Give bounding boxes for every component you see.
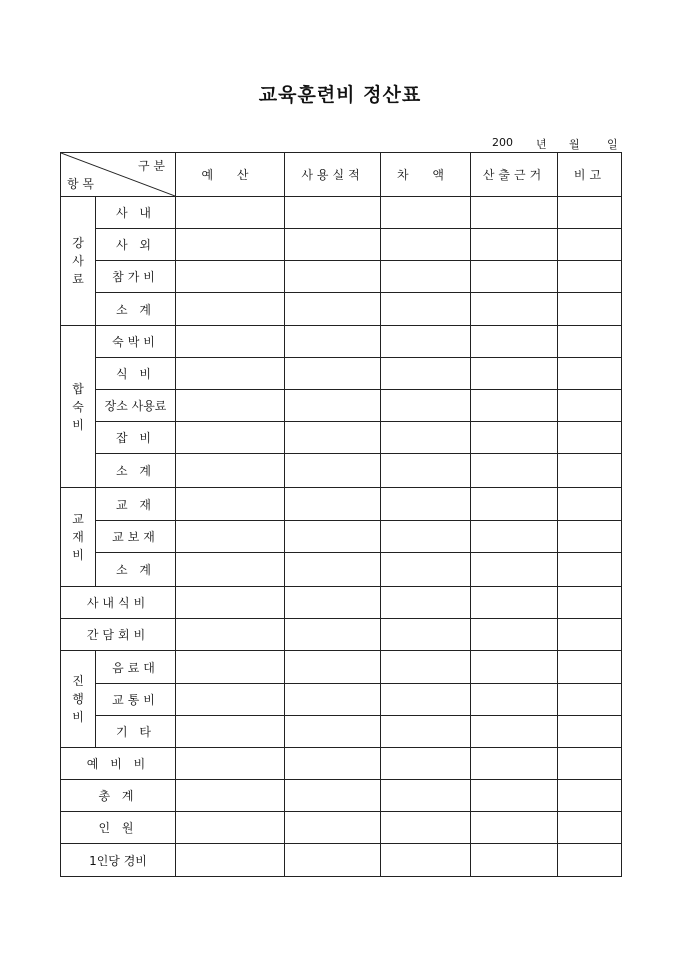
cell xyxy=(558,261,622,293)
cell xyxy=(176,748,285,780)
cell xyxy=(285,812,381,844)
table-row xyxy=(61,684,622,716)
cell xyxy=(381,293,471,326)
table-row xyxy=(61,619,622,651)
cell xyxy=(285,716,381,748)
header-basis: 산출근거 xyxy=(471,153,558,197)
group-progress-fee: 진 행 비 xyxy=(61,651,96,748)
cell xyxy=(176,716,285,748)
table-row xyxy=(61,780,622,812)
cell xyxy=(176,422,285,454)
table-row xyxy=(61,390,622,422)
cell xyxy=(381,326,471,358)
table-row xyxy=(61,293,622,326)
item-reserve: 예 비 비 xyxy=(61,748,176,780)
group-lodging-fee: 합 숙 비 xyxy=(61,326,96,488)
cell xyxy=(381,553,471,587)
cell xyxy=(471,488,558,521)
cell xyxy=(285,422,381,454)
cell xyxy=(558,844,622,877)
cell xyxy=(176,390,285,422)
cell xyxy=(381,780,471,812)
cell xyxy=(558,229,622,261)
item-label: 교통비 xyxy=(96,684,176,716)
table-row xyxy=(61,326,622,358)
cell xyxy=(558,521,622,553)
cell xyxy=(471,684,558,716)
cell xyxy=(285,358,381,390)
cell xyxy=(381,488,471,521)
header-category: 구 분 xyxy=(138,159,165,173)
cell xyxy=(558,619,622,651)
cell xyxy=(471,812,558,844)
cell xyxy=(176,587,285,619)
cell xyxy=(176,521,285,553)
cell xyxy=(285,844,381,877)
cell xyxy=(471,422,558,454)
cell xyxy=(558,716,622,748)
cell xyxy=(471,261,558,293)
item-label: 사 내 xyxy=(96,197,176,229)
table-row xyxy=(61,229,622,261)
page-title: 교육훈련비 정산표 xyxy=(258,84,422,106)
cell xyxy=(381,454,471,488)
item-label: 사 외 xyxy=(96,229,176,261)
table-row xyxy=(61,716,622,748)
cell xyxy=(471,553,558,587)
cell xyxy=(285,229,381,261)
cell xyxy=(471,390,558,422)
cell xyxy=(558,587,622,619)
item-label: 소 계 xyxy=(96,553,176,587)
date-year-unit: 년 xyxy=(536,138,547,151)
cell xyxy=(285,293,381,326)
item-label: 숙박비 xyxy=(96,326,176,358)
cell xyxy=(176,553,285,587)
cell xyxy=(381,358,471,390)
cell xyxy=(176,488,285,521)
item-label: 기 타 xyxy=(96,716,176,748)
header-actual: 사용실적 xyxy=(285,153,381,197)
cell xyxy=(471,844,558,877)
cell xyxy=(285,587,381,619)
cell xyxy=(471,651,558,684)
header-item: 항 목 xyxy=(67,177,94,191)
settlement-table xyxy=(60,152,622,877)
date-day-unit: 일 xyxy=(607,138,618,151)
item-label: 교보재 xyxy=(96,521,176,553)
table-row xyxy=(61,422,622,454)
cell xyxy=(558,780,622,812)
item-inhouse-meal: 사내식비 xyxy=(61,587,176,619)
table-row xyxy=(61,488,622,521)
cell xyxy=(176,261,285,293)
cell xyxy=(381,716,471,748)
cell xyxy=(381,229,471,261)
cell xyxy=(176,326,285,358)
cell xyxy=(558,293,622,326)
header-budget: 예 산 xyxy=(176,153,285,197)
cell xyxy=(285,197,381,229)
cell xyxy=(381,748,471,780)
cell xyxy=(381,390,471,422)
cell xyxy=(176,197,285,229)
cell xyxy=(471,619,558,651)
cell xyxy=(471,521,558,553)
cell xyxy=(558,488,622,521)
cell xyxy=(471,358,558,390)
cell xyxy=(558,553,622,587)
cell xyxy=(471,780,558,812)
date-line xyxy=(470,136,622,152)
table-row xyxy=(61,261,622,293)
table-row xyxy=(61,651,622,684)
item-label: 교 재 xyxy=(96,488,176,521)
group-material-fee: 교 재 비 xyxy=(61,488,96,587)
cell xyxy=(558,684,622,716)
item-label: 장소 사용료 xyxy=(96,390,176,422)
cell xyxy=(381,587,471,619)
cell xyxy=(285,553,381,587)
item-total: 총 계 xyxy=(61,780,176,812)
header-remarks: 비고 xyxy=(558,153,622,197)
cell xyxy=(471,293,558,326)
cell xyxy=(285,261,381,293)
cell xyxy=(381,521,471,553)
cell xyxy=(285,780,381,812)
cell xyxy=(471,454,558,488)
cell xyxy=(176,812,285,844)
cell xyxy=(285,326,381,358)
cell xyxy=(285,748,381,780)
cell xyxy=(285,521,381,553)
table-row xyxy=(61,748,622,780)
header-corner xyxy=(61,153,176,197)
cell xyxy=(176,684,285,716)
cell xyxy=(381,684,471,716)
item-label: 참가비 xyxy=(96,261,176,293)
cell xyxy=(176,780,285,812)
cell xyxy=(381,812,471,844)
table-row xyxy=(61,521,622,553)
item-label: 식 비 xyxy=(96,358,176,390)
cell xyxy=(285,619,381,651)
cell xyxy=(558,326,622,358)
item-personnel: 인 원 xyxy=(61,812,176,844)
table-row xyxy=(61,454,622,488)
table-row xyxy=(61,844,622,877)
cell xyxy=(381,651,471,684)
cell xyxy=(471,326,558,358)
cell xyxy=(558,651,622,684)
cell xyxy=(285,651,381,684)
cell xyxy=(176,229,285,261)
item-label: 소 계 xyxy=(96,293,176,326)
cell xyxy=(176,651,285,684)
cell xyxy=(381,619,471,651)
cell xyxy=(471,197,558,229)
table-row xyxy=(61,587,622,619)
table-row xyxy=(61,358,622,390)
cell xyxy=(558,454,622,488)
cell xyxy=(558,812,622,844)
table-row xyxy=(61,197,622,229)
table-row xyxy=(61,553,622,587)
item-label: 잡 비 xyxy=(96,422,176,454)
cell xyxy=(285,488,381,521)
item-per-person: 1인당 경비 xyxy=(61,844,176,877)
cell xyxy=(176,293,285,326)
date-year: 200 xyxy=(492,136,513,149)
cell xyxy=(176,454,285,488)
cell xyxy=(558,748,622,780)
cell xyxy=(381,844,471,877)
item-label: 음료대 xyxy=(96,651,176,684)
header-row xyxy=(61,153,622,197)
cell xyxy=(471,229,558,261)
cell xyxy=(558,422,622,454)
cell xyxy=(558,358,622,390)
cell xyxy=(471,587,558,619)
cell xyxy=(176,358,285,390)
table-row xyxy=(61,812,622,844)
item-label: 소 계 xyxy=(96,454,176,488)
date-month-unit: 월 xyxy=(569,138,580,151)
header-difference: 차 액 xyxy=(381,153,471,197)
cell xyxy=(381,197,471,229)
group-lecture-fee: 강 사 료 xyxy=(61,197,96,326)
cell xyxy=(558,197,622,229)
cell xyxy=(176,844,285,877)
cell xyxy=(285,390,381,422)
item-meeting-fee: 간담회비 xyxy=(61,619,176,651)
cell xyxy=(471,716,558,748)
cell xyxy=(176,619,285,651)
cell xyxy=(471,748,558,780)
cell xyxy=(285,684,381,716)
cell xyxy=(381,422,471,454)
cell xyxy=(381,261,471,293)
cell xyxy=(285,454,381,488)
cell xyxy=(558,390,622,422)
